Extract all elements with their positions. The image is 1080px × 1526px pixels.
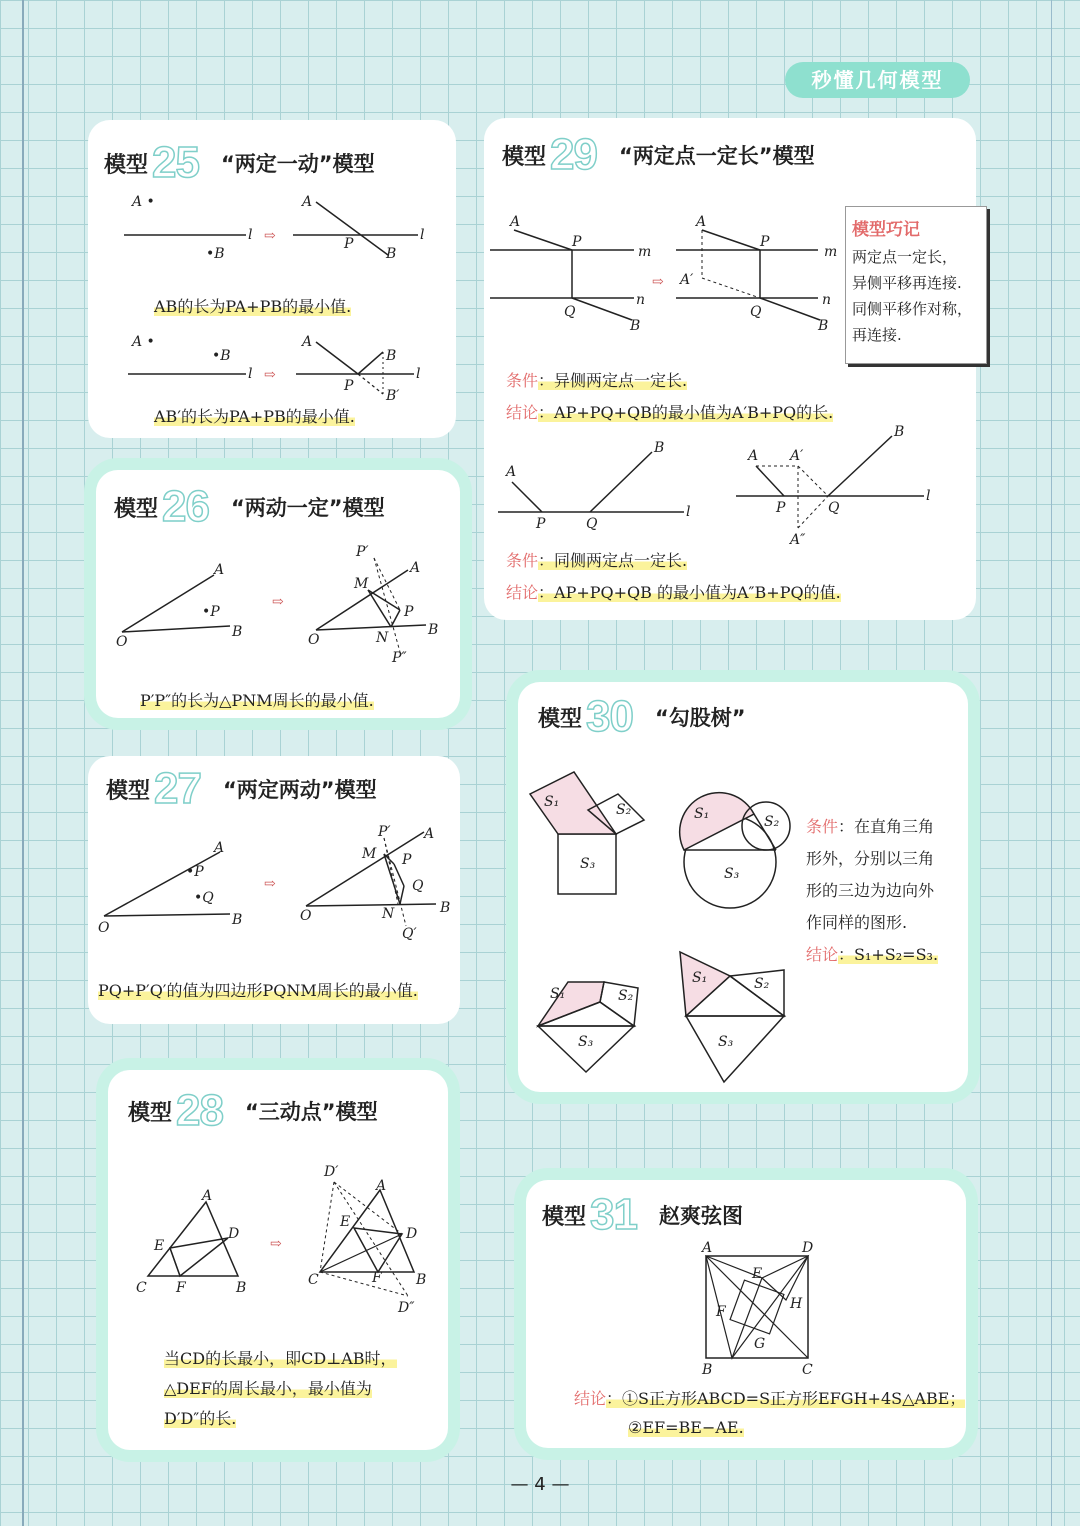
svg-text:F: F (716, 1304, 726, 1320)
model-30-conc-label: 结论 (806, 945, 839, 964)
model-25-note-1: AB的长为PA+PB的最小值. (154, 297, 352, 316)
svg-text:⇨: ⇨ (270, 1236, 282, 1252)
model-30-cond-label: 条件 (806, 817, 839, 836)
svg-text:F: F (176, 1280, 186, 1296)
svg-text:A: A (214, 840, 225, 856)
svg-text:Q′: Q′ (402, 926, 417, 942)
svg-text:l: l (926, 488, 931, 504)
model-29-conc-label-2: 结论 (506, 583, 539, 602)
svg-text:P: P (404, 604, 414, 620)
model-27-note: PQ+P′Q′的值为四边形PQNM周长的最小值. (98, 981, 418, 1000)
model-number: 31 (590, 1190, 637, 1239)
model-31-conc-2: ②EF=BE−AE. (628, 1418, 744, 1437)
svg-text:A: A (202, 1188, 213, 1204)
card-model-26 (96, 470, 460, 718)
model-25-note-2: AB′的长为PA+PB的最小值. (154, 407, 355, 426)
svg-text:A″: A″ (790, 532, 806, 548)
svg-text:S₂: S₂ (764, 814, 780, 830)
svg-text:S₃: S₃ (718, 1034, 734, 1050)
svg-text:A: A (424, 826, 435, 842)
svg-text:M: M (354, 576, 369, 592)
model-label: 模型 (104, 152, 149, 178)
svg-text:S₃: S₃ (580, 856, 596, 872)
svg-text:P″: P″ (392, 650, 407, 666)
tip-body: 两定点一定长， 异侧平移再连接. 同侧平移作对称， 再连接. (852, 248, 973, 344)
svg-text:B: B (232, 624, 243, 640)
model-title: “两定点一定长”模型 (618, 144, 815, 168)
svg-text:n: n (636, 292, 646, 308)
svg-text:P: P (402, 852, 412, 868)
svg-text:Q: Q (564, 304, 576, 320)
svg-text:•B: •B (206, 246, 225, 262)
svg-text:S₂: S₂ (754, 976, 770, 992)
svg-text:l: l (248, 227, 253, 243)
svg-text:A: A (506, 464, 517, 480)
model-28-note-3: D′D″的长. (164, 1409, 237, 1428)
model-26-diagram (96, 470, 460, 718)
svg-text:•B: •B (212, 348, 231, 364)
svg-text:N: N (376, 630, 389, 646)
svg-text:S₂: S₂ (616, 802, 632, 818)
svg-text:•Q: •Q (194, 890, 214, 906)
svg-text:M: M (362, 846, 377, 862)
svg-text:B: B (894, 424, 905, 440)
model-title: 赵爽弦图 (658, 1204, 743, 1228)
card-model-27 (88, 756, 460, 1024)
memory-tip-box (845, 206, 987, 364)
svg-text:N: N (382, 906, 395, 922)
svg-text:P: P (760, 234, 770, 250)
page-number: — 4 — (510, 1474, 570, 1495)
svg-text:O: O (308, 632, 320, 648)
svg-text:P: P (344, 236, 354, 252)
model-26-note: P′P″的长为△PNM周长的最小值. (140, 691, 374, 710)
svg-text:P: P (344, 378, 354, 394)
svg-text:A: A (302, 334, 313, 350)
svg-text:A: A (376, 1178, 387, 1194)
svg-text:B: B (702, 1362, 713, 1378)
svg-text:D: D (802, 1240, 814, 1256)
model-31-conc-label: 结论 (574, 1389, 607, 1408)
card-model-28 (108, 1070, 448, 1450)
svg-text:O: O (300, 908, 312, 924)
model-label: 模型 (114, 496, 159, 522)
svg-text:D″: D″ (398, 1300, 415, 1316)
model-title: “勾股树” (654, 706, 746, 730)
svg-text:D′: D′ (324, 1164, 339, 1180)
svg-text:C: C (308, 1272, 319, 1288)
svg-text:O: O (116, 634, 128, 650)
model-number: 26 (162, 482, 209, 531)
model-28-note-1: 当CD的长最小，即CD⊥AB时， (164, 1349, 397, 1368)
svg-text:•P: •P (186, 864, 204, 880)
svg-text:m: m (824, 244, 838, 260)
svg-text:B: B (630, 318, 641, 334)
svg-text:P: P (572, 234, 582, 250)
header-tab: 秒懂几何模型 (785, 62, 970, 98)
model-label: 模型 (502, 144, 547, 170)
card-model-31 (526, 1180, 966, 1448)
model-30-cond-4: 作同样的图形. (806, 913, 908, 932)
svg-text:B: B (440, 900, 451, 916)
svg-text:S₁: S₁ (692, 970, 708, 986)
model-25-diagram-1 (88, 120, 456, 438)
model-label: 模型 (538, 706, 583, 732)
svg-text:H: H (790, 1296, 803, 1312)
svg-text:A: A (410, 560, 421, 576)
svg-text:A •: A • (132, 334, 155, 350)
model-29-cond-2: ：同侧两定点一定长. (538, 551, 688, 570)
svg-text:C: C (136, 1280, 147, 1296)
svg-text:E: E (154, 1238, 165, 1254)
svg-text:l: l (686, 504, 691, 520)
svg-text:S₁: S₁ (694, 806, 710, 822)
svg-text:A: A (302, 194, 313, 210)
svg-text:G: G (754, 1336, 766, 1352)
svg-text:S₃: S₃ (578, 1034, 594, 1050)
svg-text:B: B (654, 440, 665, 456)
model-number: 27 (154, 764, 201, 813)
svg-text:B′: B′ (386, 388, 400, 404)
svg-text:C: C (802, 1362, 813, 1378)
svg-text:P: P (776, 500, 786, 516)
svg-text:D: D (228, 1226, 240, 1242)
model-30-conc: ：S₁+S₂=S₃. (838, 945, 939, 964)
svg-text:S₃: S₃ (724, 866, 740, 882)
svg-text:B: B (416, 1272, 427, 1288)
svg-text:S₂: S₂ (618, 988, 634, 1004)
svg-text:Q: Q (750, 304, 762, 320)
model-28-note-2: △DEF的周长最小，最小值为 (164, 1379, 372, 1398)
svg-text:A: A (748, 448, 759, 464)
svg-text:B: B (386, 246, 397, 262)
svg-text:⇨: ⇨ (264, 876, 276, 892)
model-label: 模型 (128, 1100, 173, 1126)
svg-text:A: A (696, 214, 707, 230)
model-number: 28 (176, 1086, 223, 1135)
svg-text:D: D (406, 1226, 418, 1242)
model-label: 模型 (106, 778, 151, 804)
svg-text:B: B (428, 622, 439, 638)
svg-text:•P: •P (202, 604, 220, 620)
svg-text:S₁: S₁ (550, 986, 566, 1002)
card-model-29 (484, 118, 976, 620)
svg-text:F: F (372, 1270, 382, 1286)
model-title: “三动点”模型 (244, 1100, 378, 1124)
svg-text:A: A (510, 214, 521, 230)
svg-text:P′: P′ (356, 544, 369, 560)
model-number: 30 (586, 692, 633, 741)
svg-text:⇨: ⇨ (272, 594, 284, 610)
card-model-25 (88, 120, 456, 438)
model-29-conc-label: 结论 (506, 403, 539, 422)
model-title: “两动一定”模型 (230, 496, 385, 520)
model-30-cond-3: 形的三边为边向外 (806, 881, 935, 900)
svg-text:A: A (214, 562, 225, 578)
svg-text:Q: Q (412, 878, 424, 894)
model-title: “两定两动”模型 (222, 778, 377, 802)
svg-text:P: P (536, 516, 546, 532)
svg-text:B: B (236, 1280, 247, 1296)
svg-text:B: B (232, 912, 243, 928)
model-30-cond-2: 形外，分别以三角 (806, 849, 935, 868)
svg-text:⇨: ⇨ (652, 274, 664, 290)
svg-text:B: B (818, 318, 829, 334)
svg-text:l: l (420, 227, 425, 243)
model-29-conc-1: ：AP+PQ+QB的最小值为A′B+PQ的长. (538, 403, 834, 422)
model-label: 模型 (542, 1204, 587, 1230)
svg-text:⇨: ⇨ (264, 367, 276, 383)
svg-text:O: O (98, 920, 110, 936)
model-29-cond-label-2: 条件 (506, 551, 539, 570)
svg-text:B: B (386, 348, 397, 364)
model-number: 25 (152, 138, 199, 187)
svg-text:E: E (752, 1266, 763, 1282)
svg-text:E: E (340, 1214, 351, 1230)
svg-text:A′: A′ (680, 272, 694, 288)
card-model-30 (518, 682, 968, 1092)
tip-title: 模型巧记 (852, 220, 920, 240)
svg-text:Q: Q (828, 500, 840, 516)
svg-text:A •: A • (132, 194, 155, 210)
model-number: 29 (550, 130, 597, 179)
model-30-cond-1: ：在直角三角 (838, 817, 935, 836)
svg-text:A′: A′ (790, 448, 804, 464)
svg-text:⇨: ⇨ (264, 228, 276, 244)
model-title: “两定一动”模型 (220, 152, 375, 176)
svg-text:Q: Q (586, 516, 598, 532)
model-29-cond-1: ：异侧两定点一定长. (538, 371, 688, 390)
svg-text:P′: P′ (378, 824, 391, 840)
svg-text:l: l (248, 366, 253, 382)
svg-text:m: m (638, 244, 652, 260)
model-31-conc-1: ：①S正方形ABCD=S正方形EFGH+4S△ABE； (606, 1389, 966, 1408)
svg-text:l: l (416, 366, 421, 382)
model-29-conc-2: ：AP+PQ+QB 的最小值为A″B+PQ的值. (538, 583, 841, 602)
model-29-cond-label: 条件 (506, 371, 539, 390)
svg-text:A: A (702, 1240, 713, 1256)
svg-text:n: n (822, 292, 832, 308)
svg-text:S₁: S₁ (544, 794, 560, 810)
